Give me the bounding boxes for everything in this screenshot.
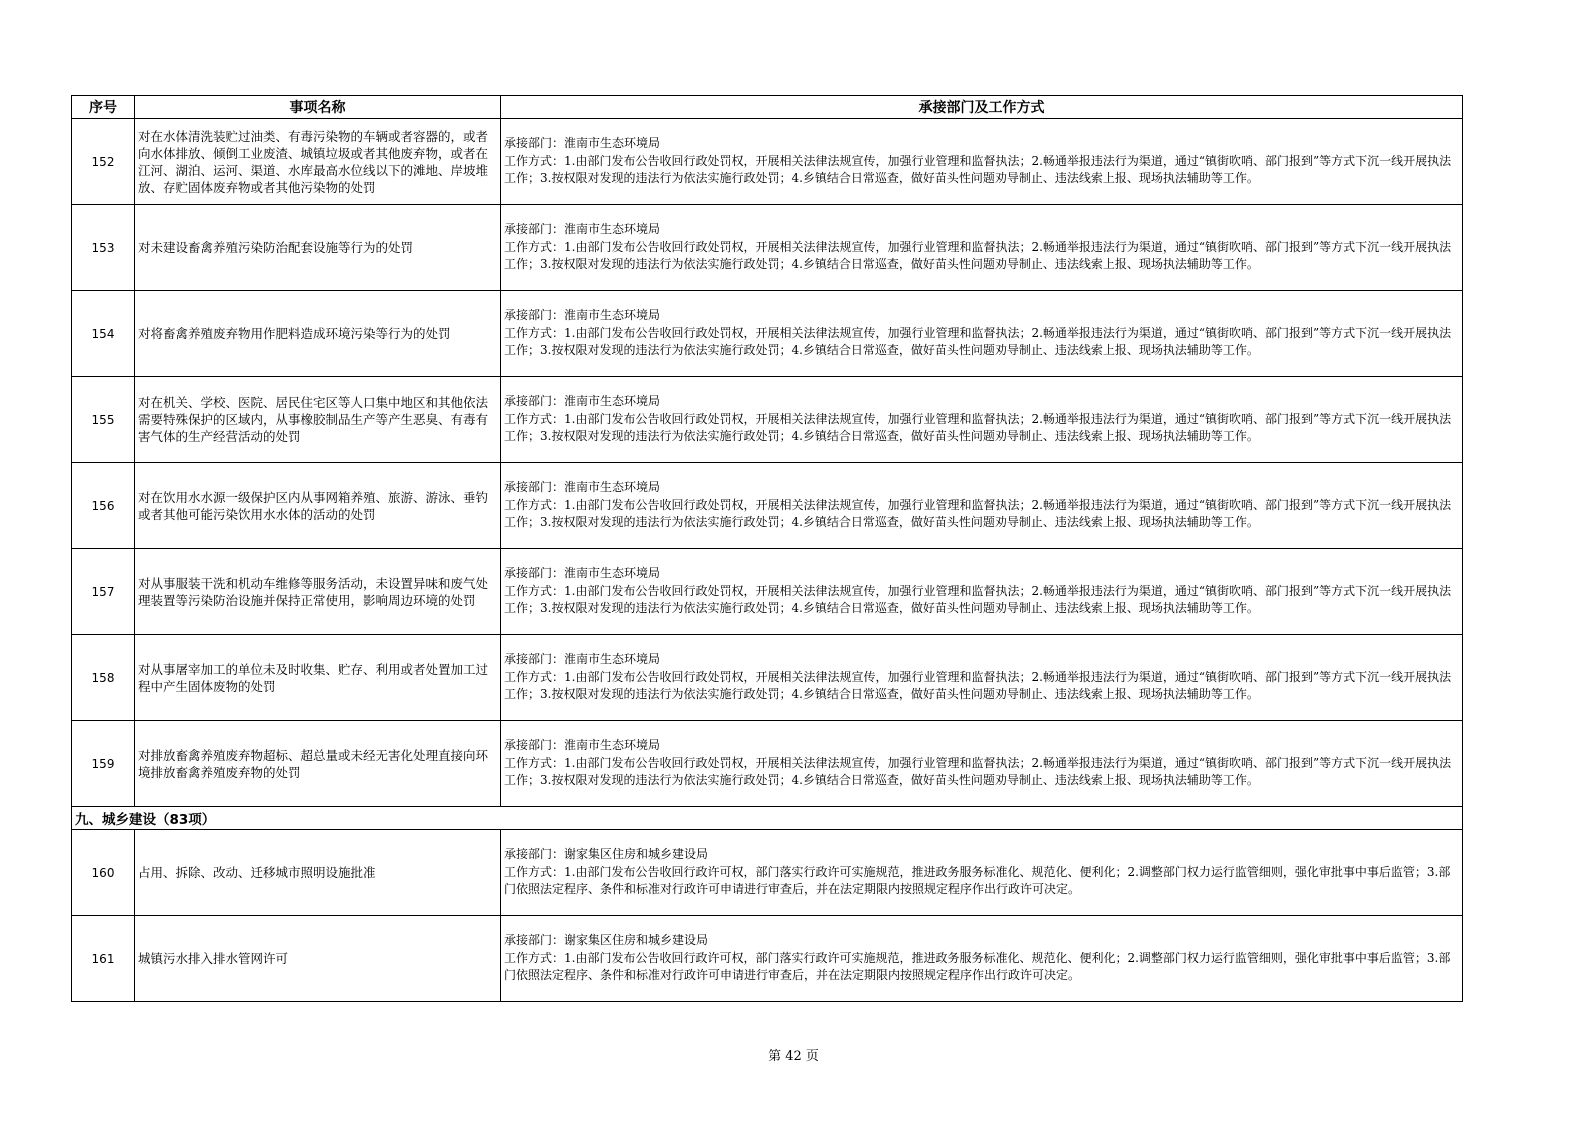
table-row xyxy=(72,119,1463,205)
item-name xyxy=(135,916,501,1002)
dept-method xyxy=(501,916,1463,1002)
dept-method xyxy=(501,549,1463,635)
item-name xyxy=(135,377,501,463)
items-table xyxy=(71,95,1463,1002)
row-number: 153 xyxy=(72,205,135,291)
item-name-text: 对未建设畜禽养殖污染防治配套设施等行为的处罚 xyxy=(138,240,414,255)
method-text: 工作方式：1.由部门发布公告收回行政处罚权，开展相关法律法规宣传，加强行业管理和监督执法；2.畅通举报违法行为渠道，通过“镇街吹哨、部门报到”等方式下沉一线开展执法工作；3.按权限对发现的违法行为依法实施行政处罚；4.乡镇结合日常巡查，做好苗头性问题劝导制止、违法线索上报、现场执法辅助等工作。 xyxy=(504,755,1452,788)
row-number: 158 xyxy=(72,635,135,721)
item-name-text: 对在饮用水水源一级保护区内从事网箱养殖、旅游、游泳、垂钓或者其他可能污染饮用水水体的活动的处罚 xyxy=(138,489,489,522)
document-sheet xyxy=(71,95,1462,1002)
dept-method xyxy=(501,830,1463,916)
table-row xyxy=(72,377,1463,463)
dept-method xyxy=(501,291,1463,377)
dept-line: 承接部门：淮南市生态环境局 xyxy=(504,308,661,323)
table-row xyxy=(72,463,1463,549)
row-number: 156 xyxy=(72,463,135,549)
item-name-text: 占用、拆除、改动、迁移城市照明设施批准 xyxy=(138,865,376,880)
item-name-text: 对在机关、学校、医院、居民住宅区等人口集中地区和其他依法需要特殊保护的区域内，从事橡胶制品生产等产生恶臭、有毒有害气体的生产经营活动的处罚 xyxy=(138,395,489,444)
category-title: 九、城乡建设（83项） xyxy=(72,807,1463,830)
row-number: 152 xyxy=(72,119,135,205)
item-name-text: 对将畜禽养殖废弃物用作肥料造成环境污染等行为的处罚 xyxy=(138,326,451,341)
header-no: 序号 xyxy=(72,96,135,119)
dept-method xyxy=(501,119,1463,205)
row-number: 154 xyxy=(72,291,135,377)
table-row xyxy=(72,830,1463,916)
item-name xyxy=(135,291,501,377)
row-number: 155 xyxy=(72,377,135,463)
dept-line: 承接部门：谢家集区住房和城乡建设局 xyxy=(504,847,709,862)
table-row xyxy=(72,635,1463,721)
page-number: 第 42 页 xyxy=(768,1049,819,1064)
item-name xyxy=(135,635,501,721)
item-name xyxy=(135,721,501,807)
method-text: 工作方式：1.由部门发布公告收回行政处罚权，开展相关法律法规宣传，加强行业管理和监督执法；2.畅通举报违法行为渠道，通过“镇街吹哨、部门报到”等方式下沉一线开展执法工作；3.按权限对发现的违法行为依法实施行政处罚；4.乡镇结合日常巡查，做好苗头性问题劝导制止、违法线索上报、现场执法辅助等工作。 xyxy=(504,497,1452,530)
row-number: 161 xyxy=(72,916,135,1002)
method-text: 工作方式：1.由部门发布公告收回行政处罚权，开展相关法律法规宣传，加强行业管理和监督执法；2.畅通举报违法行为渠道，通过“镇街吹哨、部门报到”等方式下沉一线开展执法工作；3.按权限对发现的违法行为依法实施行政处罚；4.乡镇结合日常巡查，做好苗头性问题劝导制止、违法线索上报、现场执法辅助等工作。 xyxy=(504,411,1452,444)
header-dept: 承接部门及工作方式 xyxy=(501,96,1463,119)
method-text: 工作方式：1.由部门发布公告收回行政处罚权，开展相关法律法规宣传，加强行业管理和监督执法；2.畅通举报违法行为渠道，通过“镇街吹哨、部门报到”等方式下沉一线开展执法工作；3.按权限对发现的违法行为依法实施行政处罚；4.乡镇结合日常巡查，做好苗头性问题劝导制止、违法线索上报、现场执法辅助等工作。 xyxy=(504,669,1452,702)
method-text: 工作方式：1.由部门发布公告收回行政许可权，部门落实行政许可实施规范，推进政务服务标准化、规范化、便利化；2.调整部门权力运行监管细则，强化审批事中事后监管；3.部门依照法定程序、条件和标准对行政许可申请进行审查后，并在法定期限内按照规定程序作出行政许可决定。 xyxy=(504,950,1451,983)
header-name: 事项名称 xyxy=(135,96,501,119)
item-name xyxy=(135,830,501,916)
method-text: 工作方式：1.由部门发布公告收回行政处罚权，开展相关法律法规宣传，加强行业管理和监督执法；2.畅通举报违法行为渠道，通过“镇街吹哨、部门报到”等方式下沉一线开展执法工作；3.按权限对发现的违法行为依法实施行政处罚；4.乡镇结合日常巡查，做好苗头性问题劝导制止、违法线索上报、现场执法辅助等工作。 xyxy=(504,325,1452,358)
method-text: 工作方式：1.由部门发布公告收回行政处罚权，开展相关法律法规宣传，加强行业管理和监督执法；2.畅通举报违法行为渠道，通过“镇街吹哨、部门报到”等方式下沉一线开展执法工作；3.按权限对发现的违法行为依法实施行政处罚；4.乡镇结合日常巡查，做好苗头性问题劝导制止、违法线索上报、现场执法辅助等工作。 xyxy=(504,239,1452,272)
table-row xyxy=(72,549,1463,635)
dept-line: 承接部门：淮南市生态环境局 xyxy=(504,222,661,237)
dept-method xyxy=(501,635,1463,721)
dept-method xyxy=(501,463,1463,549)
dept-line: 承接部门：淮南市生态环境局 xyxy=(504,480,661,495)
item-name-text: 城镇污水排入排水管网许可 xyxy=(138,951,289,966)
dept-line: 承接部门：淮南市生态环境局 xyxy=(504,738,661,753)
dept-line: 承接部门：淮南市生态环境局 xyxy=(504,652,661,667)
dept-line: 承接部门：淮南市生态环境局 xyxy=(504,136,661,151)
item-name xyxy=(135,463,501,549)
item-name-text: 对在水体清洗装贮过油类、有毒污染物的车辆或者容器的，或者向水体排放、倾倒工业废渣、城镇垃圾或者其他废弃物，或者在江河、湖泊、运河、渠道、水库最高水位线以下的滩地、岸坡堆放、存贮固体废弃物或者其他污染物的处罚 xyxy=(138,128,489,195)
row-number: 159 xyxy=(72,721,135,807)
dept-line: 承接部门：谢家集区住房和城乡建设局 xyxy=(504,933,709,948)
item-name-text: 对从事屠宰加工的单位未及时收集、贮存、利用或者处置加工过程中产生固体废物的处罚 xyxy=(138,661,489,694)
header-row xyxy=(72,96,1463,119)
table-row xyxy=(72,291,1463,377)
row-number: 160 xyxy=(72,830,135,916)
item-name-text: 对从事服装干洗和机动车维修等服务活动，未设置异味和废气处理装置等污染防治设施并保持正常使用，影响周边环境的处罚 xyxy=(138,575,489,608)
dept-method xyxy=(501,377,1463,463)
item-name-text: 对排放畜禽养殖废弃物超标、超总量或未经无害化处理直接向环境排放畜禽养殖废弃物的处罚 xyxy=(138,747,489,780)
table-row xyxy=(72,721,1463,807)
dept-line: 承接部门：淮南市生态环境局 xyxy=(504,566,661,581)
item-name xyxy=(135,119,501,205)
method-text: 工作方式：1.由部门发布公告收回行政许可权，部门落实行政许可实施规范，推进政务服务标准化、规范化、便利化；2.调整部门权力运行监管细则，强化审批事中事后监管；3.部门依照法定程序、条件和标准对行政许可申请进行审查后，并在法定期限内按照规定程序作出行政许可决定。 xyxy=(504,864,1451,897)
method-text: 工作方式：1.由部门发布公告收回行政处罚权，开展相关法律法规宣传，加强行业管理和监督执法；2.畅通举报违法行为渠道，通过“镇街吹哨、部门报到”等方式下沉一线开展执法工作；3.按权限对发现的违法行为依法实施行政处罚；4.乡镇结合日常巡查，做好苗头性问题劝导制止、违法线索上报、现场执法辅助等工作。 xyxy=(504,153,1452,186)
row-number: 157 xyxy=(72,549,135,635)
item-name xyxy=(135,205,501,291)
dept-line: 承接部门：淮南市生态环境局 xyxy=(504,394,661,409)
dept-method xyxy=(501,205,1463,291)
category-row xyxy=(72,807,1463,830)
dept-method xyxy=(501,721,1463,807)
method-text: 工作方式：1.由部门发布公告收回行政处罚权，开展相关法律法规宣传，加强行业管理和监督执法；2.畅通举报违法行为渠道，通过“镇街吹哨、部门报到”等方式下沉一线开展执法工作；3.按权限对发现的违法行为依法实施行政处罚；4.乡镇结合日常巡查，做好苗头性问题劝导制止、违法线索上报、现场执法辅助等工作。 xyxy=(504,583,1452,616)
table-row xyxy=(72,205,1463,291)
table-row xyxy=(72,916,1463,1002)
item-name xyxy=(135,549,501,635)
